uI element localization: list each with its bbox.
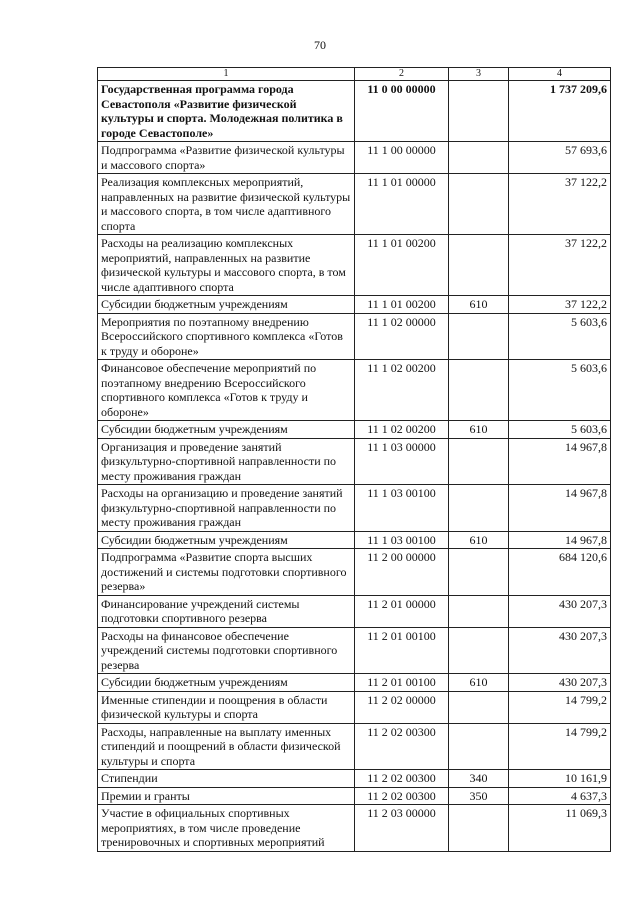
expense-type: 610 — [449, 421, 509, 439]
table-row — [98, 531, 611, 549]
amount: 5 603,6 — [509, 360, 611, 421]
col-header-2: 2 — [355, 68, 449, 81]
expense-type — [449, 627, 509, 674]
target-code: 11 1 01 00200 — [355, 296, 449, 314]
amount: 1 737 209,6 — [509, 81, 611, 142]
item-name: Именные стипендии и поощрения в области физической культуры и спорта — [98, 691, 355, 723]
expense-type: 340 — [449, 770, 509, 788]
amount: 5 603,6 — [509, 421, 611, 439]
col-header-3: 3 — [449, 68, 509, 81]
item-name: Участие в официальных спортивных мероприятиях, в том числе проведение тренировочных и спортивных мероприятий — [98, 805, 355, 852]
expense-type: 350 — [449, 787, 509, 805]
target-code: 11 1 00 00000 — [355, 142, 449, 174]
target-code: 11 1 03 00100 — [355, 485, 449, 532]
table-row — [98, 142, 611, 174]
amount: 14 967,8 — [509, 531, 611, 549]
target-code: 11 2 00 00000 — [355, 549, 449, 596]
target-code: 11 2 01 00000 — [355, 595, 449, 627]
expense-type — [449, 313, 509, 360]
item-name: Мероприятия по поэтапному внедрению Всероссийского спортивного комплекса «Готов к труду и обороне» — [98, 313, 355, 360]
expense-type — [449, 691, 509, 723]
expense-type — [449, 142, 509, 174]
item-name: Стипендии — [98, 770, 355, 788]
item-name: Премии и гранты — [98, 787, 355, 805]
target-code: 11 2 02 00300 — [355, 723, 449, 770]
expense-type — [449, 438, 509, 485]
item-name: Расходы, направленные на выплату именных стипендий и поощрений в области физической культуры и спорта — [98, 723, 355, 770]
expense-type: 610 — [449, 296, 509, 314]
table-header-row — [98, 68, 611, 81]
expense-type: 610 — [449, 674, 509, 692]
amount: 5 603,6 — [509, 313, 611, 360]
table-row — [98, 770, 611, 788]
item-name: Субсидии бюджетным учреждениям — [98, 421, 355, 439]
amount: 684 120,6 — [509, 549, 611, 596]
target-code: 11 2 01 00100 — [355, 627, 449, 674]
amount: 37 122,2 — [509, 235, 611, 296]
amount: 37 122,2 — [509, 174, 611, 235]
amount: 4 637,3 — [509, 787, 611, 805]
target-code: 11 1 01 00000 — [355, 174, 449, 235]
expense-type — [449, 549, 509, 596]
item-name: Подпрограмма «Развитие спорта высших достижений и системы подготовки спортивного резерва» — [98, 549, 355, 596]
expense-type — [449, 723, 509, 770]
amount: 430 207,3 — [509, 595, 611, 627]
expense-type — [449, 81, 509, 142]
target-code: 11 2 02 00300 — [355, 787, 449, 805]
target-code: 11 1 02 00200 — [355, 421, 449, 439]
expense-type — [449, 805, 509, 852]
expense-type: 610 — [449, 531, 509, 549]
amount: 430 207,3 — [509, 674, 611, 692]
amount: 57 693,6 — [509, 142, 611, 174]
target-code: 11 1 03 00100 — [355, 531, 449, 549]
col-header-4: 4 — [509, 68, 611, 81]
expense-type — [449, 360, 509, 421]
table-row — [98, 360, 611, 421]
target-code: 11 2 02 00300 — [355, 770, 449, 788]
target-code: 11 2 01 00100 — [355, 674, 449, 692]
amount: 430 207,3 — [509, 627, 611, 674]
page-number: 70 — [314, 38, 326, 52]
item-name: Финансирование учреждений системы подготовки спортивного резерва — [98, 595, 355, 627]
col-header-1: 1 — [98, 68, 355, 81]
table-row — [98, 674, 611, 692]
item-name: Субсидии бюджетным учреждениям — [98, 674, 355, 692]
target-code: 11 2 02 00000 — [355, 691, 449, 723]
item-name: Расходы на организацию и проведение занятий физкультурно-спортивной направленности по месту проживания граждан — [98, 485, 355, 532]
target-code: 11 1 01 00200 — [355, 235, 449, 296]
target-code: 11 1 02 00200 — [355, 360, 449, 421]
amount: 14 799,2 — [509, 691, 611, 723]
table-row — [98, 549, 611, 596]
item-name: Субсидии бюджетным учреждениям — [98, 296, 355, 314]
item-name: Подпрограмма «Развитие физической культуры и массового спорта» — [98, 142, 355, 174]
amount: 11 069,3 — [509, 805, 611, 852]
amount: 14 799,2 — [509, 723, 611, 770]
table-row — [98, 81, 611, 142]
item-name: Финансовое обеспечение мероприятий по поэтапному внедрению Всероссийского спортивного комплекса «Готов к труду и обороне» — [98, 360, 355, 421]
budget-table — [97, 67, 611, 852]
table-row — [98, 723, 611, 770]
table-row — [98, 174, 611, 235]
table-row — [98, 595, 611, 627]
target-code: 11 1 02 00000 — [355, 313, 449, 360]
table-row — [98, 438, 611, 485]
expense-type — [449, 235, 509, 296]
table-row — [98, 805, 611, 852]
amount: 14 967,8 — [509, 438, 611, 485]
amount: 37 122,2 — [509, 296, 611, 314]
item-name: Расходы на реализацию комплексных мероприятий, направленных на развитие физической культуры и массового спорта, в том числе адаптивного спорта — [98, 235, 355, 296]
expense-type — [449, 174, 509, 235]
table-row — [98, 296, 611, 314]
target-code: 11 1 03 00000 — [355, 438, 449, 485]
amount: 10 161,9 — [509, 770, 611, 788]
target-code: 11 0 00 00000 — [355, 81, 449, 142]
table-row — [98, 691, 611, 723]
expense-type — [449, 595, 509, 627]
item-name: Государственная программа города Севастополя «Развитие физической культуры и спорта. Молодежная политика в городе Севастополе» — [98, 81, 355, 142]
amount: 14 967,8 — [509, 485, 611, 532]
expense-type — [449, 485, 509, 532]
table-row — [98, 235, 611, 296]
table-row — [98, 421, 611, 439]
target-code: 11 2 03 00000 — [355, 805, 449, 852]
item-name: Расходы на финансовое обеспечение учреждений системы подготовки спортивного резерва — [98, 627, 355, 674]
table-row — [98, 313, 611, 360]
item-name: Реализация комплексных мероприятий, направленных на развитие физической культуры и массового спорта, в том числе адаптивного спорта — [98, 174, 355, 235]
table-row — [98, 627, 611, 674]
item-name: Субсидии бюджетным учреждениям — [98, 531, 355, 549]
table-row — [98, 787, 611, 805]
table-row — [98, 485, 611, 532]
item-name: Организация и проведение занятий физкультурно-спортивной направленности по месту проживания граждан — [98, 438, 355, 485]
